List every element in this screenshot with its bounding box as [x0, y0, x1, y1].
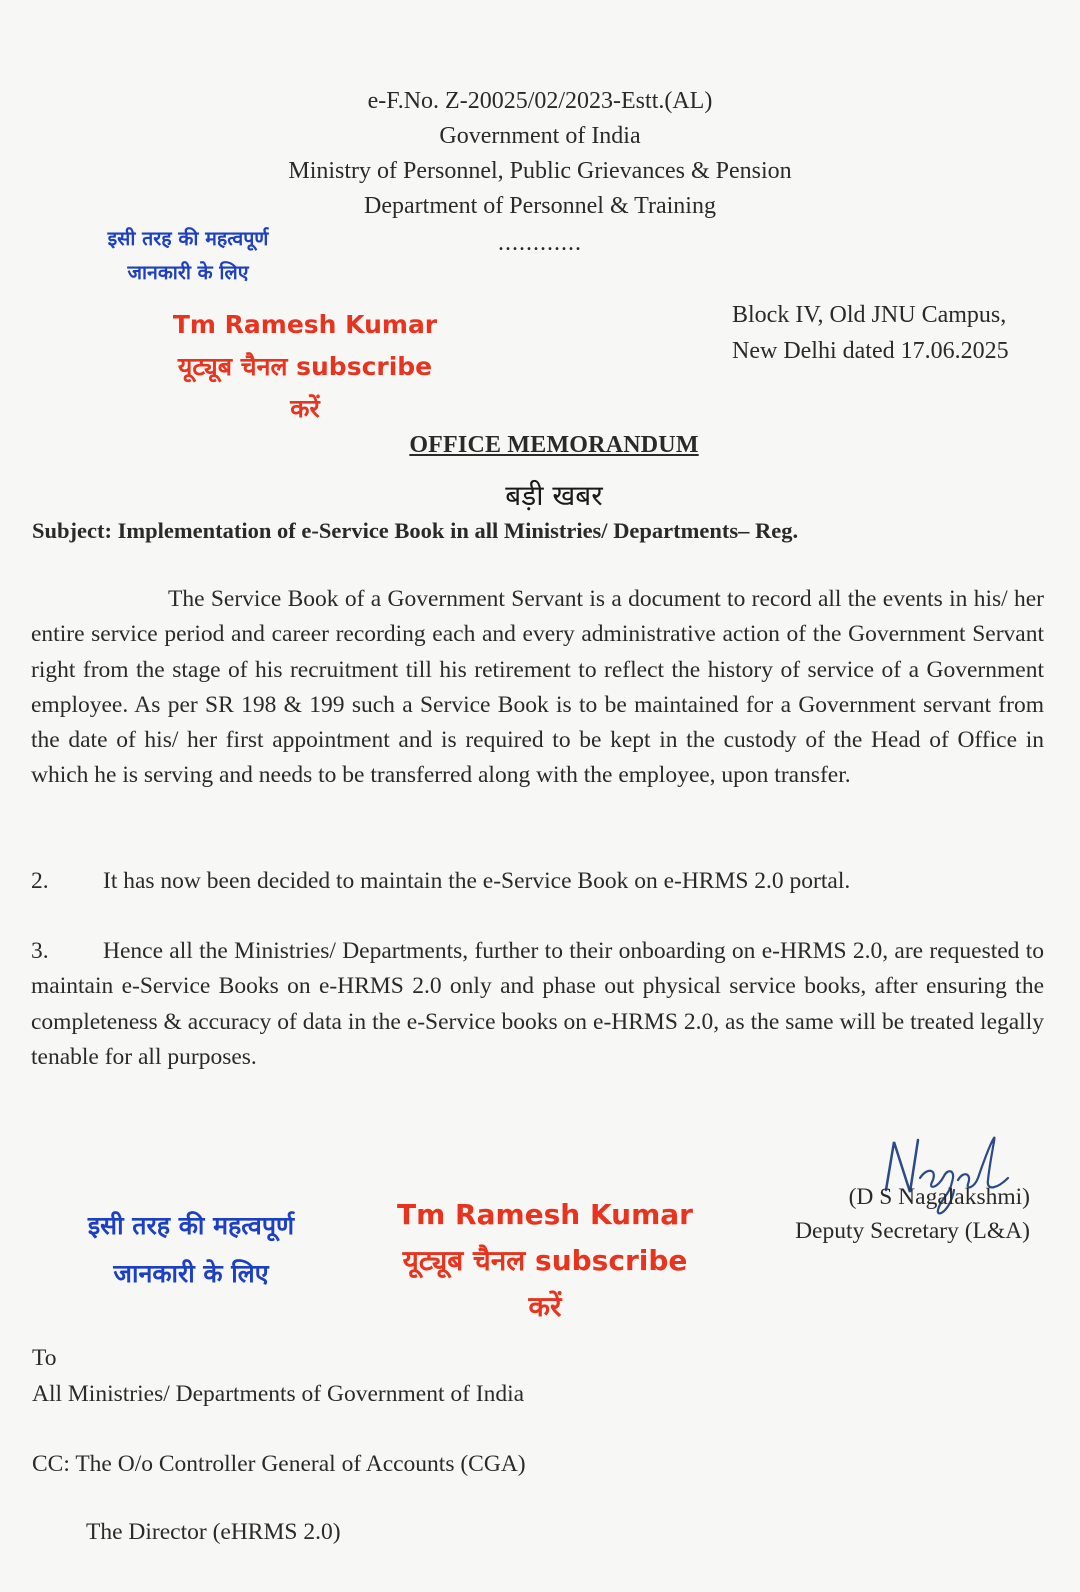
to-label: To	[32, 1345, 57, 1371]
address-line-2: New Delhi dated 17.06.2025	[732, 338, 1009, 364]
overlay-top-blue-line-1: इसी तरह की महत्वपूर्ण	[107, 227, 269, 250]
overlay-bottom-red-line-1: Tm Ramesh Kumar	[396, 1198, 693, 1231]
overlay-bottom-red	[360, 1192, 730, 1330]
overlay-top-blue-line-2: जानकारी के लिए	[127, 261, 249, 284]
overlay-bottom-blue-line-2: जानकारी के लिए	[113, 1259, 269, 1288]
paragraph-2	[31, 864, 1044, 899]
paragraph-2-number: 2.	[31, 868, 49, 894]
overlay-bottom-blue	[36, 1202, 346, 1298]
address-line-1: Block IV, Old JNU Campus,	[732, 302, 1007, 328]
paragraph-1: The Service Book of a Government Servant is a document to record all the events in his/ her entire service period and career recording each and every administrative action of the Government Servant right from the stage of his recruitment till his retirement to reflect the history of service of a Government employee. As per SR 198 & 199 such a Service Book is to be maintained for a Government servant from the date of his/ her first appointment and is required to be kept in the custody of the Head of Office in which he is serving and needs to be transferred along with the employee, upon transfer.	[31, 586, 1044, 789]
cc-line-1: CC: The O/o Controller General of Accounts (CGA)	[32, 1451, 526, 1477]
file-number: e-F.No. Z-20025/02/2023-Estt.(AL)	[367, 88, 713, 114]
paragraph-3	[31, 934, 1044, 1075]
signature-block	[775, 1180, 1030, 1248]
government-line: Government of India	[439, 123, 641, 149]
overlay-top-red-line-1: Tm Ramesh Kumar	[172, 310, 438, 339]
department-line: Department of Personnel & Training	[364, 193, 716, 219]
overlay-top-red-line-3: करें	[290, 394, 320, 423]
ministry-line: Ministry of Personnel, Public Grievances & Pension	[288, 158, 792, 184]
overlay-bottom-red-line-3: करें	[528, 1290, 562, 1323]
paragraph-3-number: 3.	[31, 938, 49, 964]
address-block	[732, 297, 1009, 369]
signatory-name: (D S Nagalakshmi)	[848, 1184, 1030, 1210]
overlay-bottom-blue-line-1: इसी तरह की महत्वपूर्ण	[87, 1211, 295, 1240]
paragraph-2-text: It has now been decided to maintain the e-Service Book on e-HRMS 2.0 portal.	[103, 868, 851, 894]
hindi-headline: बड़ी खबर	[505, 479, 603, 512]
to-recipient: All Ministries/ Departments of Government of India	[32, 1381, 525, 1407]
paragraph-3-text: Hence all the Ministries/ Departments, further to their onboarding on e-HRMS 2.0, are requested to maintain e-Service Books on e-HRMS 2.0 only and phase out physical service books, after ensuring the completeness & accuracy of data in the e-Service books on e-HRMS 2.0, as the same will be treated legally tenable for all purposes.	[31, 938, 1044, 1070]
subject-line: Subject: Implementation of e-Service Book in all Ministries/ Departments– Reg.	[32, 518, 799, 543]
overlay-top-red-line-2: यूट्यूब चैनल subscribe	[177, 352, 433, 381]
overlay-top-blue	[58, 222, 318, 290]
signatory-designation: Deputy Secretary (L&A)	[795, 1218, 1030, 1244]
overlay-top-red	[140, 304, 470, 430]
cc-line-2: The Director (eHRMS 2.0)	[86, 1519, 341, 1545]
memo-title: OFFICE MEMORANDUM	[409, 432, 699, 458]
overlay-bottom-red-line-2: यूट्यूब चैनल subscribe	[402, 1244, 688, 1277]
header-dots: ............	[498, 230, 582, 256]
